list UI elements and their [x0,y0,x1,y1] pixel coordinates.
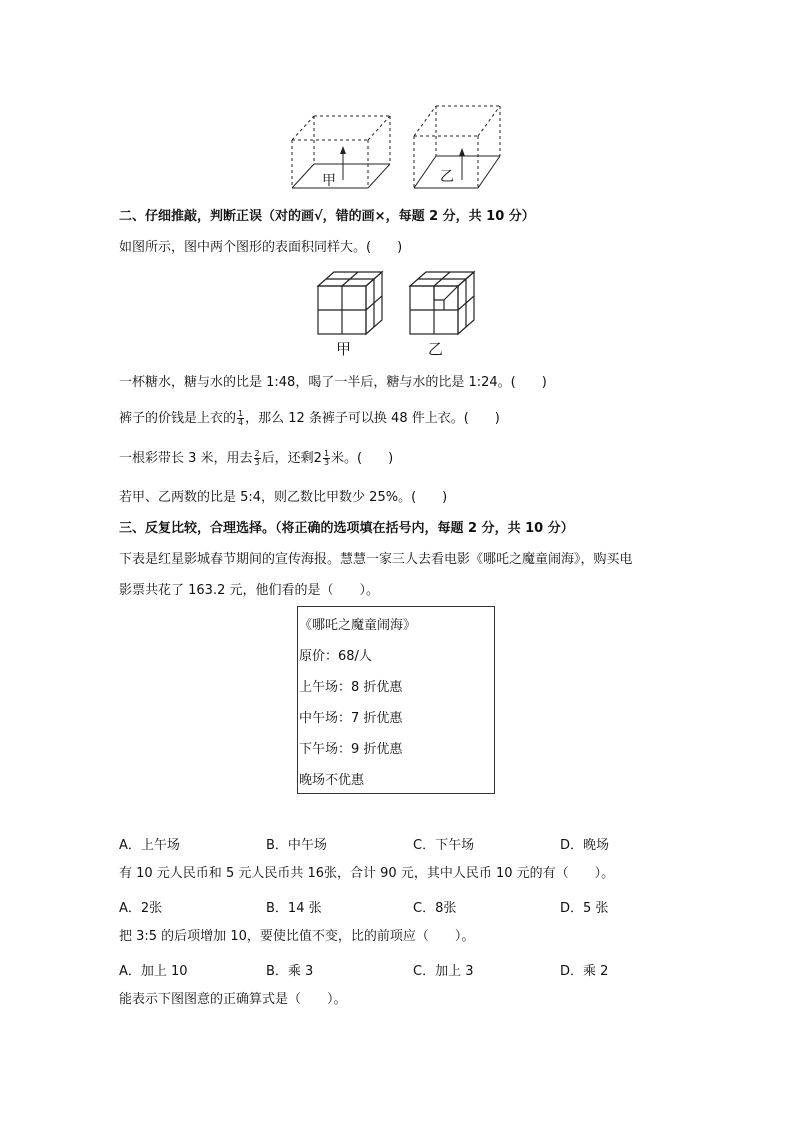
choice-q2-option-b: B．14 张 [266,901,322,916]
poster-afternoon: 下午场：9 折优惠 [299,742,403,757]
choice-q3-option-c: C．加上 3 [413,964,474,979]
choice-q1-option-d: D．晚场 [560,838,610,853]
cuboid-label-b: 乙 [440,169,454,185]
poster-title: 《哪吒之魔童闹海》 [299,618,417,633]
choice-q2-option-c: C．8张 [413,901,457,916]
judge-q3-text-pre: 裤子的价钱是上衣的 [119,411,237,426]
choice-q1-option-b: B．中午场 [266,838,327,853]
judge-q4-text-pre: 一根彩带长 3 米，用去 [119,451,253,466]
judge-q1: 如图所示，图中两个图形的表面积同样大。( ) [119,240,403,255]
poster-morning: 上午场：8 折优惠 [299,680,403,695]
judge-q3 [119,408,500,430]
section3-heading: 三、反复比较，合理选择。（将正确的选项填在括号内，每题 2 分，共 10 分） [119,521,574,536]
poster-price: 原价：68/人 [299,649,372,664]
cuboid-label-a: 甲 [322,173,336,189]
movie-poster-box [297,606,495,794]
choice-q2-option-d: D．5 张 [560,901,609,916]
judge-q5: 若甲、乙两数的比是 5:4，则乙数比甲数少 25%。( ) [119,490,448,505]
judge-q4 [119,448,393,470]
choice-q1-line1: 下表是红星影城春节期间的宣传海报。慧慧一家三人去看电影《哪吒之魔童闹海》，购买电 [119,552,633,567]
choice-q1-line2: 影票共花了 163.2 元，他们看的是（ ）。 [119,583,379,598]
fraction-two-thirds: $\frac{2}{3}$ [254,449,260,467]
choice-q1-option-a: A．上午场 [119,838,180,853]
choice-q3: 把 3:5 的后项增加 10，要使比值不变，比的前项应（ ）。 [119,929,475,944]
judge-q2: 一杯糖水，糖与水的比是 1:48，喝了一半后，糖与水的比是 1:24。( ) [119,375,547,390]
cube-blocks-figure [316,270,480,336]
fraction-one-third: $\frac{1}{3}$ [323,449,330,467]
judge-q3-text-post: ，那么 12 条裤子可以换 48 件上衣。( ) [245,411,500,426]
poster-evening: 晚场不优惠 [299,773,365,788]
cube-label-b: 乙 [428,340,444,358]
choice-q3-option-a: A．加上 10 [119,964,188,979]
fraction-one-quarter: $\frac{1}{4}$ [238,409,244,427]
choice-q2: 有 10 元人民币和 5 元人民币共 16张，合计 90 元，其中人民币 10 元的有（ ）。 [119,866,615,881]
mixed-number-whole: 2 [313,451,322,466]
choice-q1-option-c: C．下午场 [413,838,475,853]
poster-noon: 中午场：7 折优惠 [299,711,403,726]
judge-q4-text-post: 米。( ) [331,451,394,466]
cube-label-a: 甲 [336,340,352,358]
section2-heading: 二、仔细推敲，判断正误（对的画√，错的画×，每题 2 分，共 10 分） [119,209,535,224]
choice-q3-option-d: D．乘 2 [560,964,609,979]
choice-q4: 能表示下图图意的正确算式是（ ）。 [119,992,347,1007]
judge-q4-text-mid: 后，还剩 [261,451,314,466]
choice-q2-option-a: A．2张 [119,901,163,916]
choice-q3-option-b: B．乘 3 [266,964,314,979]
